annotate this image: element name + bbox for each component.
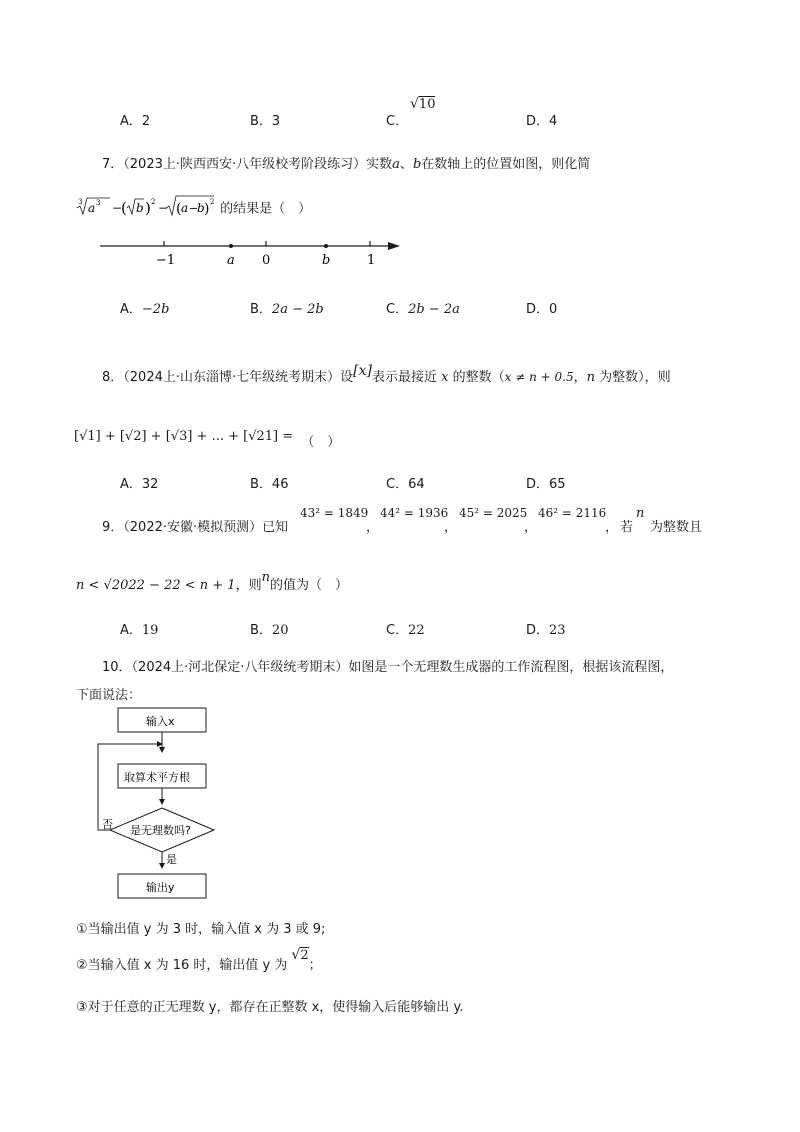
label-neg1: −1 — [156, 253, 176, 268]
q10-statement-3: ③对于任意的正无理数 y，都存在正整数 x，使得输入后能够输出 y. — [76, 1000, 464, 1015]
q10-statement-1: ①当输出值 y 为 3 时，输入值 x 为 3 或 9; — [76, 922, 326, 937]
svg-text:a: a — [88, 201, 96, 215]
q7-stem-line1: 7．（2023上·陕西西安·八年级校考阶段练习）实数a、b在数轴上的位置如图，则化简 — [102, 157, 591, 172]
flow-output-label: 输出y — [146, 881, 175, 894]
q9-text-d: ，则 — [235, 578, 262, 593]
svg-text:(: ( — [121, 199, 127, 217]
q9-ruo: 若 — [620, 520, 634, 535]
q10-flowchart — [94, 704, 224, 904]
q7-expr-tail: 的结果是（ ） — [220, 201, 312, 217]
q9-comma-1: ， — [366, 520, 380, 535]
q9-comma-4: ， — [605, 520, 619, 535]
flow-yes-label: 是 — [166, 853, 177, 866]
q9-text-e: 的值为（ ） — [269, 578, 348, 593]
q9-text-c: 为整数且 — [650, 520, 703, 535]
q7-number-line — [98, 236, 404, 268]
q10-stem-line2: 下面说法： — [76, 688, 142, 703]
q9-line2 — [76, 570, 348, 593]
svg-text:2: 2 — [151, 198, 156, 206]
q9-fact-46: 46² = 2116 — [538, 506, 607, 520]
svg-text:b: b — [197, 201, 205, 215]
svg-text:): ) — [204, 201, 210, 217]
q9-option-a: A．19 — [120, 623, 159, 638]
q9-option-c: C．22 — [386, 623, 425, 638]
q9-stem-line1: 9．（2022·安徽·模拟预测）已知 — [102, 520, 289, 535]
svg-text:): ) — [145, 199, 151, 217]
q9-fact-44: 44² = 1936 — [380, 506, 449, 520]
q9-var-n: n — [636, 506, 645, 521]
q9-fact-45: 45² = 2025 — [459, 506, 528, 520]
svg-text:b: b — [136, 201, 144, 215]
svg-text:(: ( — [176, 201, 182, 217]
q9-var-n-2: n — [261, 570, 270, 585]
q6-option-d: D．4 — [526, 114, 558, 129]
label-a: a — [227, 253, 235, 268]
label-b: b — [322, 253, 331, 268]
q9-comma-2: ， — [444, 520, 458, 535]
q8-option-c: C．64 — [386, 477, 425, 492]
svg-text:2: 2 — [210, 198, 215, 206]
svg-text:−: − — [189, 202, 199, 215]
q7-option-d: D．0 — [526, 302, 558, 317]
flow-decision-label: 是无理数吗? — [130, 824, 191, 837]
q6-option-c: C． — [386, 114, 409, 129]
svg-text:3: 3 — [78, 198, 83, 206]
q8-sum-line — [74, 425, 341, 450]
q8-option-b: B．46 — [250, 477, 289, 492]
q9-comma-3: ， — [524, 520, 538, 535]
q6-option-c-sqrt: √10 — [410, 96, 436, 112]
q7-formula — [76, 194, 216, 220]
q9-option-b: B．20 — [250, 623, 289, 638]
q8-stem-line1: 8．（2024上·山东淄博·七年级统考期末）设[x]表示最接近 x 的整数（x ≠ n + 0.5，n 为整数），则 — [102, 363, 671, 385]
q8-answer-paren: （ ） — [301, 435, 341, 450]
flow-input-label: 输入x — [146, 715, 175, 728]
point-a — [229, 244, 233, 248]
label-1: 1 — [367, 253, 376, 268]
q8-sum-expression: [√1] + [√2] + [√3] + ... + [√21] = — [74, 429, 294, 444]
svg-text:3: 3 — [96, 199, 101, 207]
svg-text:−: − — [158, 201, 169, 215]
q10-statement-2: ②当输入值 x 为 16 时，输出值 y 为√2； — [76, 947, 322, 973]
q9-option-d: D．23 — [526, 623, 566, 638]
flow-step-label: 取算术平方根 — [124, 771, 190, 784]
label-0: 0 — [262, 253, 271, 268]
svg-text:−: − — [112, 201, 123, 215]
q7-option-a: A．−2b — [120, 302, 170, 317]
q8-option-a: A．32 — [120, 477, 159, 492]
q6-option-b: B．3 — [250, 114, 281, 129]
q7-option-c: C．2b − 2a — [386, 302, 460, 317]
q7-option-b: B．2a − 2b — [250, 302, 324, 317]
point-b — [324, 244, 328, 248]
q7-expression — [76, 194, 311, 220]
svg-text:a: a — [181, 201, 189, 215]
q9-inequality: n < √2022 − 22 < n + 1 — [76, 578, 236, 593]
q8-option-d: D．65 — [526, 477, 566, 492]
q10-stem-line1: 10．（2024上·河北保定·八年级统考期末）如图是一个无理数生成器的工作流程图，根据该流程图， — [102, 660, 674, 675]
flow-no-label: 否 — [102, 818, 113, 831]
q6-option-a: A．2 — [120, 114, 151, 129]
q9-fact-43: 43² = 1849 — [300, 506, 369, 520]
number-line-arrow — [388, 242, 400, 250]
